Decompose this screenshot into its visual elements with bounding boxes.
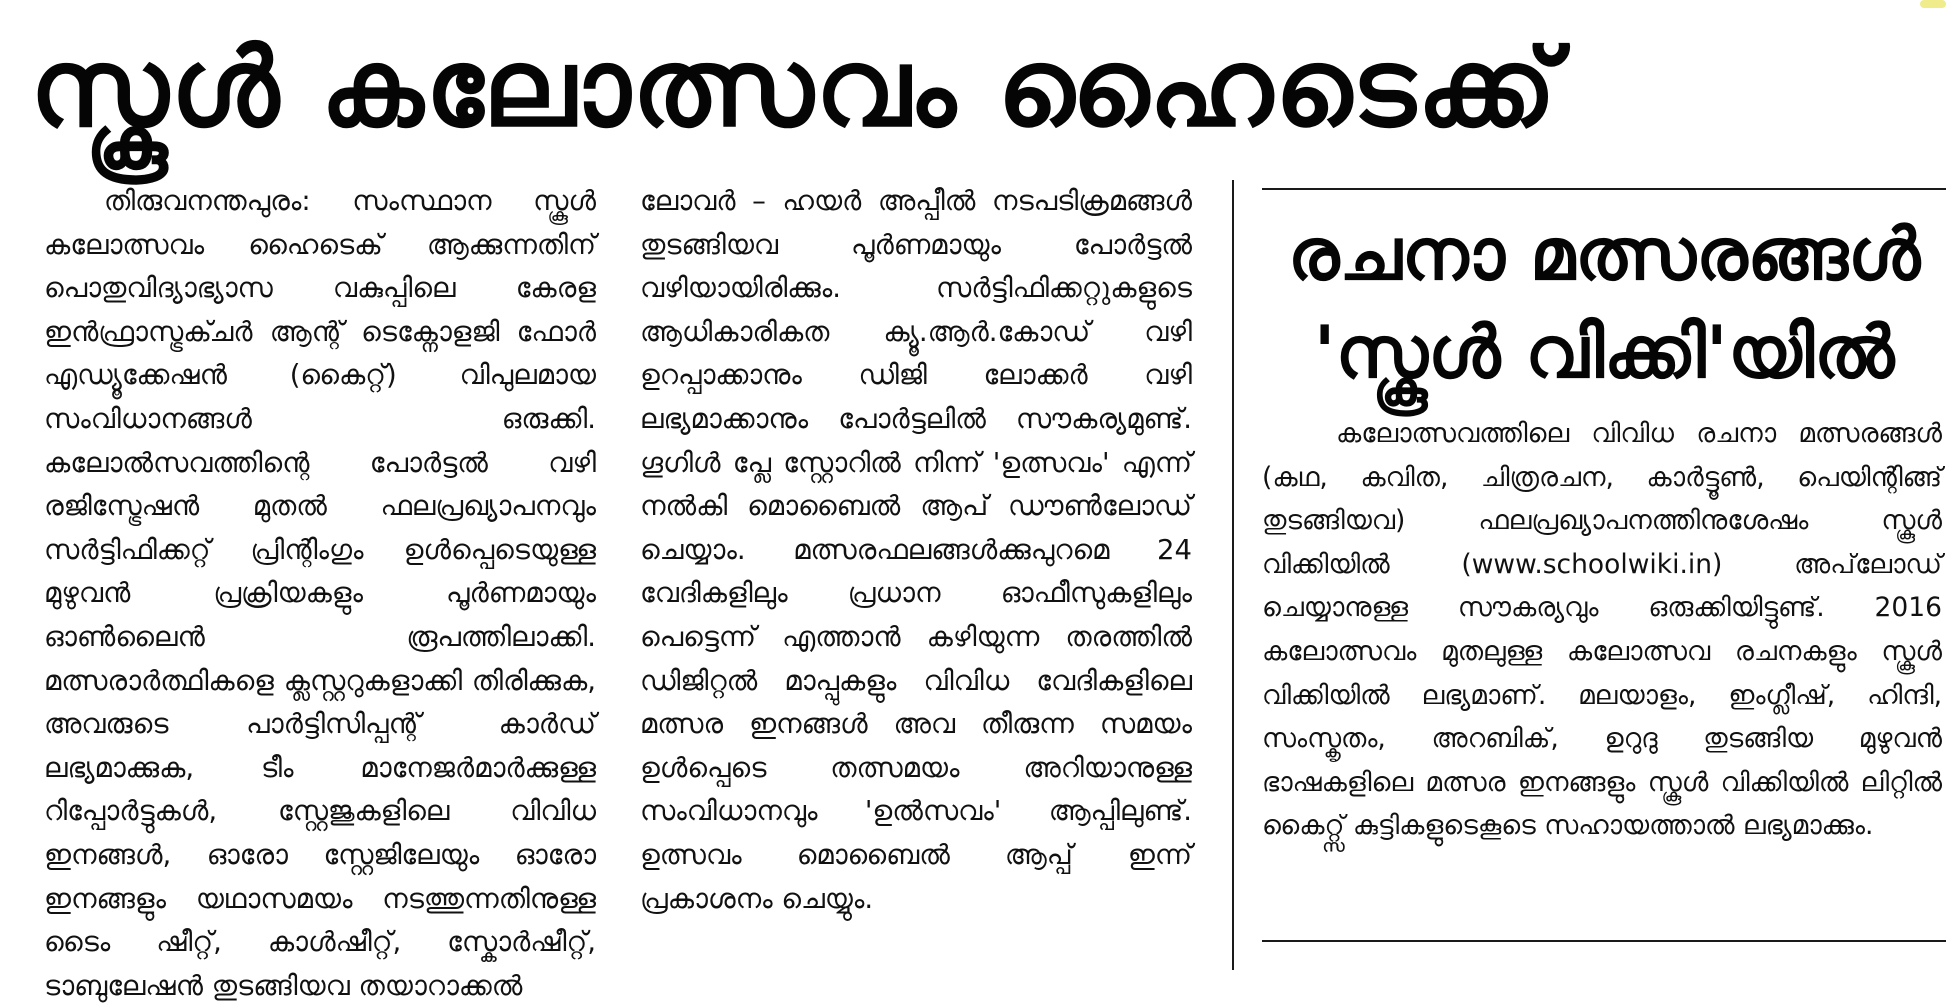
sidebar-top-rule (1262, 188, 1946, 190)
column-divider (1232, 180, 1234, 970)
article-column-1 (44, 180, 596, 1008)
column-1-text: തിരുവനന്തപുരം: സംസ്ഥാന സ്കൂൾ കലോത്സവം ഹൈടെക് ആക്കുന്നതിന് പൊതുവിദ്യാഭ്യാസ വകുപ്പിലെ കേരള ഇൻഫ്രാസ്ട്രക്ചർ ആന്റ് ടെക്നോളജി ഫോർ എഡ്യൂക്കേഷൻ (കൈറ്റ്) വിപുലമായ സംവിധാനങ്ങൾ ഒരുക്കി. കലോൽസവത്തിന്റെ പോർട്ടൽ വഴി രജിസ്ട്രേഷൻ മുതൽ ഫലപ്രഖ്യാപനവും സർട്ടിഫിക്കറ്റ് പ്രിന്റിംഗും ഉൾപ്പെടെയുള്ള മുഴുവൻ പ്രക്രിയകളും പൂർണമായും ഓൺലൈൻ രൂപത്തിലാക്കി. മത്സരാർത്ഥികളെ ക്ലസ്റ്ററുകളാക്കി തിരിക്കുക, അവരുടെ പാർട്ടിസിപ്പന്റ് കാർഡ് ലഭ്യമാക്കുക, ടീം മാനേജർമാർക്കുള്ള റിപ്പോർട്ടുകൾ, സ്റ്റേജുകളിലെ വിവിധ ഇനങ്ങൾ, ഓരോ സ്റ്റേജിലേയും ഓരോ ഇനങ്ങളും യഥാസമയം നടത്തുന്നതിനുള്ള ടൈം ഷീറ്റ്, കാൾഷീറ്റ്, സ്കോർഷീറ്റ്, ടാബുലേഷൻ തുടങ്ങിയവ തയാറാക്കൽ (44, 185, 596, 1002)
column-2-text: ലോവർ – ഹയർ അപ്പീൽ നടപടിക്രമങ്ങൾ തുടങ്ങിയവ പൂർണമായും പോർട്ടൽ വഴിയായിരിക്കും. സർട്ടിഫിക്കറ്റുകളുടെ ആധികാരികത ക്യൂ.ആർ.കോഡ് വഴി ഉറപ്പാക്കാനും ഡിജി ലോക്കർ വഴി ലഭ്യമാക്കാനും പോർട്ടലിൽ സൗകര്യമുണ്ട്. ഗൂഗിൾ പ്ലേ സ്റ്റോറിൽ നിന്ന് 'ഉത്സവം' എന്ന് നൽകി മൊബൈൽ ആപ് ഡൗൺലോഡ് ചെയ്യാം. മത്സരഫലങ്ങൾക്കുപുറമെ 24 വേദികളിലും പ്രധാന ഓഫീസുകളിലും പെട്ടെന്ന് എത്താൻ കഴിയുന്ന തരത്തിൽ ഡിജിറ്റൽ മാപ്പുകളും വിവിധ വേദികളിലെ മത്സര ഇനങ്ങൾ അവ തീരുന്ന സമയം ഉൾപ്പെടെ തത്സമയം അറിയാനുള്ള സംവിധാനവും 'ഉൽസവം' ആപ്പിലുണ്ട്. ഉത്സവം മൊബൈൽ ആപ്പ് ഇന്ന് പ്രകാശനം ചെയ്യും. (640, 185, 1192, 915)
sidebar-bottom-rule (1262, 940, 1946, 942)
article-column-2 (640, 180, 1192, 921)
sidebar-body (1262, 412, 1942, 848)
sidebar-headline-line-2: 'സ്കൂൾ വിക്കി'യിൽ (1313, 310, 1895, 394)
main-headline: സ്കൂൾ കലോത്സവം ഹൈടെക്ക് (30, 26, 1559, 151)
sidebar-headline (1262, 205, 1946, 401)
sidebar-headline-line-1: രചനാ മത്സരങ്ങൾ (1287, 212, 1921, 296)
sidebar-body-text: കലോത്സവത്തിലെ വിവിധ രചനാ മത്സരങ്ങൾ (കഥ, കവിത, ചിത്രരചന, കാർട്ടൂൺ, പെയിന്റിങ്ങ് തുടങ്ങിയവ) ഫലപ്രഖ്യാപനത്തിനുശേഷം സ്കൂൾ വിക്കിയിൽ (www.schoolwiki.in) അപ്‌ലോഡ് ചെയ്യാനുള്ള സൗകര്യവും ഒരുക്കിയിട്ടുണ്ട്. 2016 കലോത്സവം മുതലുള്ള കലോത്സവ രചനകളും സ്കൂൾ വിക്കിയിൽ ലഭ്യമാണ്. മലയാളം, ഇംഗ്ലീഷ്, ഹിന്ദി, സംസ്കൃതം, അറബിക്, ഉറുദു തുടങ്ങിയ മുഴുവൻ ഭാഷകളിലെ മത്സര ഇനങ്ങളും സ്കൂൾ വിക്കിയിൽ ലിറ്റിൽ കൈറ്റ്സ് കുട്ടികളുടെകൂടെ സഹായത്താൽ ലഭ്യമാക്കും. (1262, 418, 1942, 842)
paper-speck (1920, 0, 1946, 8)
